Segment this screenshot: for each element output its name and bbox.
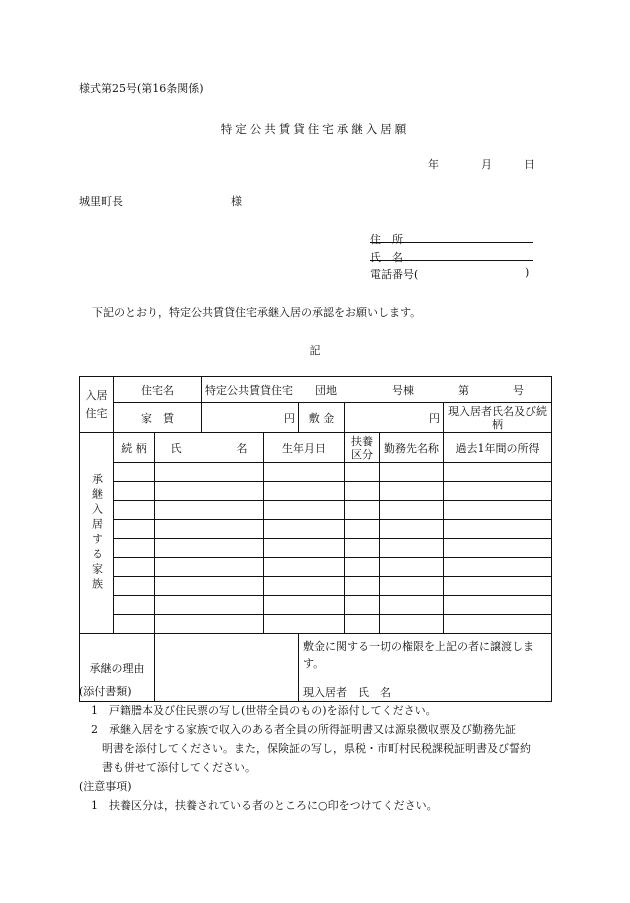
date-month: 月 <box>481 158 492 171</box>
attachment-item-2-cont: 明書を添付してください。また，保険証の写し，県税・市町村民税課税証明書及び誓約 <box>102 742 531 755</box>
transfer-statement: 敷金に関する一切の権限を上記の者に譲渡します。 <box>303 640 534 670</box>
attachments-section <box>79 682 531 815</box>
attachments-heading: (添付書類) <box>79 685 132 698</box>
phone-label: 電話番号( <box>370 268 419 281</box>
family-row <box>80 596 552 615</box>
attachment-item-2: 2 承継入居をする家族で収入のある者全員の所得証明書又は源泉徴収票及び勤務先証 <box>91 723 516 736</box>
attachment-item-2-cont: 書も併せて添付してください。 <box>102 761 256 774</box>
address-line <box>370 242 533 243</box>
family-header-birthdate: 生年月日 <box>264 433 345 463</box>
honorific: 様 <box>231 195 242 208</box>
rent-label: 家 賃 <box>114 403 202 433</box>
request-text: 下記のとおり，特定公共賃貸住宅承継入居の承認をお願いします。 <box>92 306 422 319</box>
family-header-income: 過去1年間の所得 <box>444 433 552 463</box>
family-row <box>80 615 552 634</box>
phone-close: ) <box>525 266 530 279</box>
family-header-relation: 続 柄 <box>114 433 155 463</box>
family-row <box>80 520 552 539</box>
housing-name-label: 住宅名 <box>114 377 202 403</box>
name-label: 氏 名 <box>370 251 403 264</box>
family-header-employer: 勤務先名称 <box>380 433 444 463</box>
deposit-unit: 円 <box>345 403 444 433</box>
ki-heading: 記 <box>309 344 321 357</box>
rent-unit: 円 <box>202 403 299 433</box>
family-row <box>80 539 552 558</box>
note-item-1: 1 扶養区分は，扶養されている者のところに○印をつけてください。 <box>91 799 438 812</box>
name-line <box>370 260 533 261</box>
date-day: 日 <box>524 158 535 171</box>
family-section-label: 承継入居する家族 <box>80 433 114 634</box>
address-label: 住 所 <box>370 233 403 246</box>
form-number: 様式第25号(第16条関係) <box>79 82 204 95</box>
application-table <box>79 376 552 702</box>
family-header-dependent: 扶養区分 <box>345 433 380 463</box>
family-row <box>80 558 552 577</box>
family-row <box>80 482 552 501</box>
deposit-label: 敷 金 <box>299 403 345 433</box>
family-row <box>80 501 552 520</box>
current-resident-label: 現入居者氏名及び続柄 <box>444 403 552 433</box>
family-row <box>80 577 552 596</box>
housing-section-label: 入居 住宅 <box>80 377 114 433</box>
current-resident-sign: 現入居者 氏 名 <box>303 686 391 699</box>
family-row <box>80 463 552 482</box>
date-year: 年 <box>428 158 439 171</box>
housing-name-value: 特定公共賃貸住宅 団地 号棟 第 号 <box>202 377 552 403</box>
document-title: 特定公共賃貸住宅承継入居願 <box>220 122 410 136</box>
attachment-item-1: 1 戸籍謄本及び住民票の写し(世帯全員のもの)を添付してください。 <box>91 704 437 717</box>
reason-label: 承継の理由 <box>80 634 155 702</box>
family-header-name: 氏 名 <box>155 433 264 463</box>
addressee: 城里町長 <box>79 195 123 208</box>
notes-heading: (注意事項) <box>79 780 132 793</box>
